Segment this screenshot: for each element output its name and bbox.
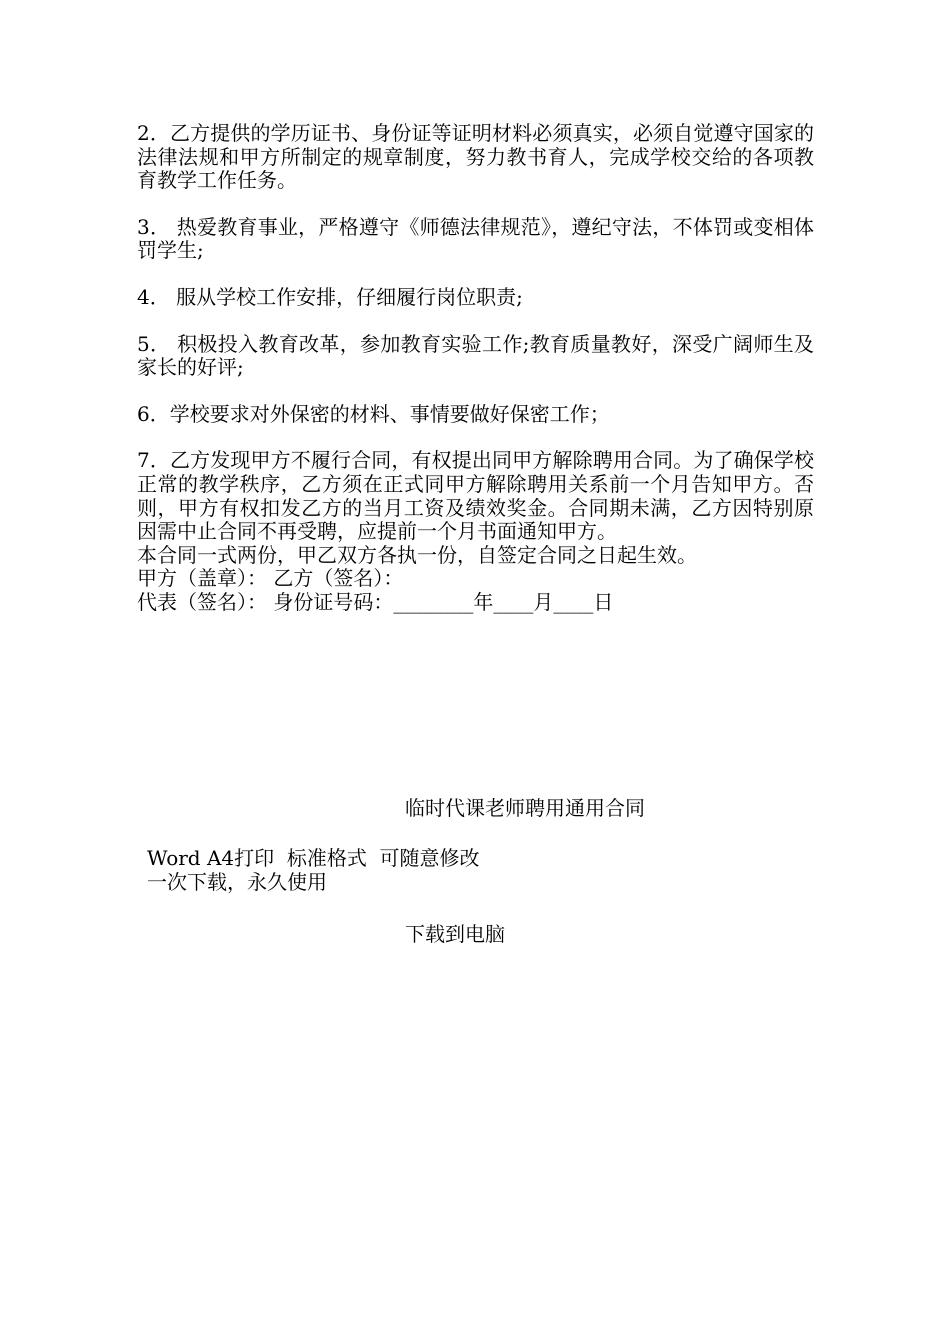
clause-4: 4． 服从学校工作安排，仔细履行岗位职责; xyxy=(137,284,523,309)
footer-title: 临时代课老师聘用通用合同 xyxy=(405,796,645,820)
closing-statement: 本合同一式两份，甲乙双方各执一份，自签定合同之日起生效。 xyxy=(137,542,697,567)
download-link[interactable]: 下载到电脑 xyxy=(405,922,505,946)
clause-6: 6．学校要求对外保密的材料、事情要做好保密工作； xyxy=(137,401,610,426)
clause-3: 3． 热爱教育事业，严格遵守《师德法律规范》，遵纪守法，不体罚或变相体罚学生; xyxy=(137,214,814,263)
footer-info-format: Word A4打印 标准格式 可随意修改 xyxy=(147,846,480,870)
clause-7: 7．乙方发现甲方不履行合同，有权提出同甲方解除聘用合同。为了确保学校正常的教学秩序，乙方须在正式同甲方解除聘用关系前一个月告知甲方。否则，甲方有权扣发乙方的当月工资及绩效奖金。合同期未满，乙方因特别原因需中止合同不再受聘，应提前一个月书面通知甲方。 xyxy=(137,448,814,544)
clause-2: 2．乙方提供的学历证书、身份证等证明材料必须真实，必须自觉遵守国家的法律法规和甲方所制定的规章制度，努力教书育人，完成学校交给的各项教育教学工作任务。 xyxy=(137,121,814,193)
footer-info-usage: 一次下载，永久使用 xyxy=(147,870,327,894)
clause-5: 5． 积极投入教育改革，参加教育实验工作;教育质量教好，深受广阔师生及家长的好评; xyxy=(137,331,814,380)
footer-info xyxy=(147,846,480,894)
signature-line-representative: 代表（签名）： 身份证号码：________年____月____日 xyxy=(137,589,614,614)
signature-line-parties: 甲方（盖章）： 乙方（签名）： xyxy=(137,566,404,591)
contract-body xyxy=(137,122,814,615)
